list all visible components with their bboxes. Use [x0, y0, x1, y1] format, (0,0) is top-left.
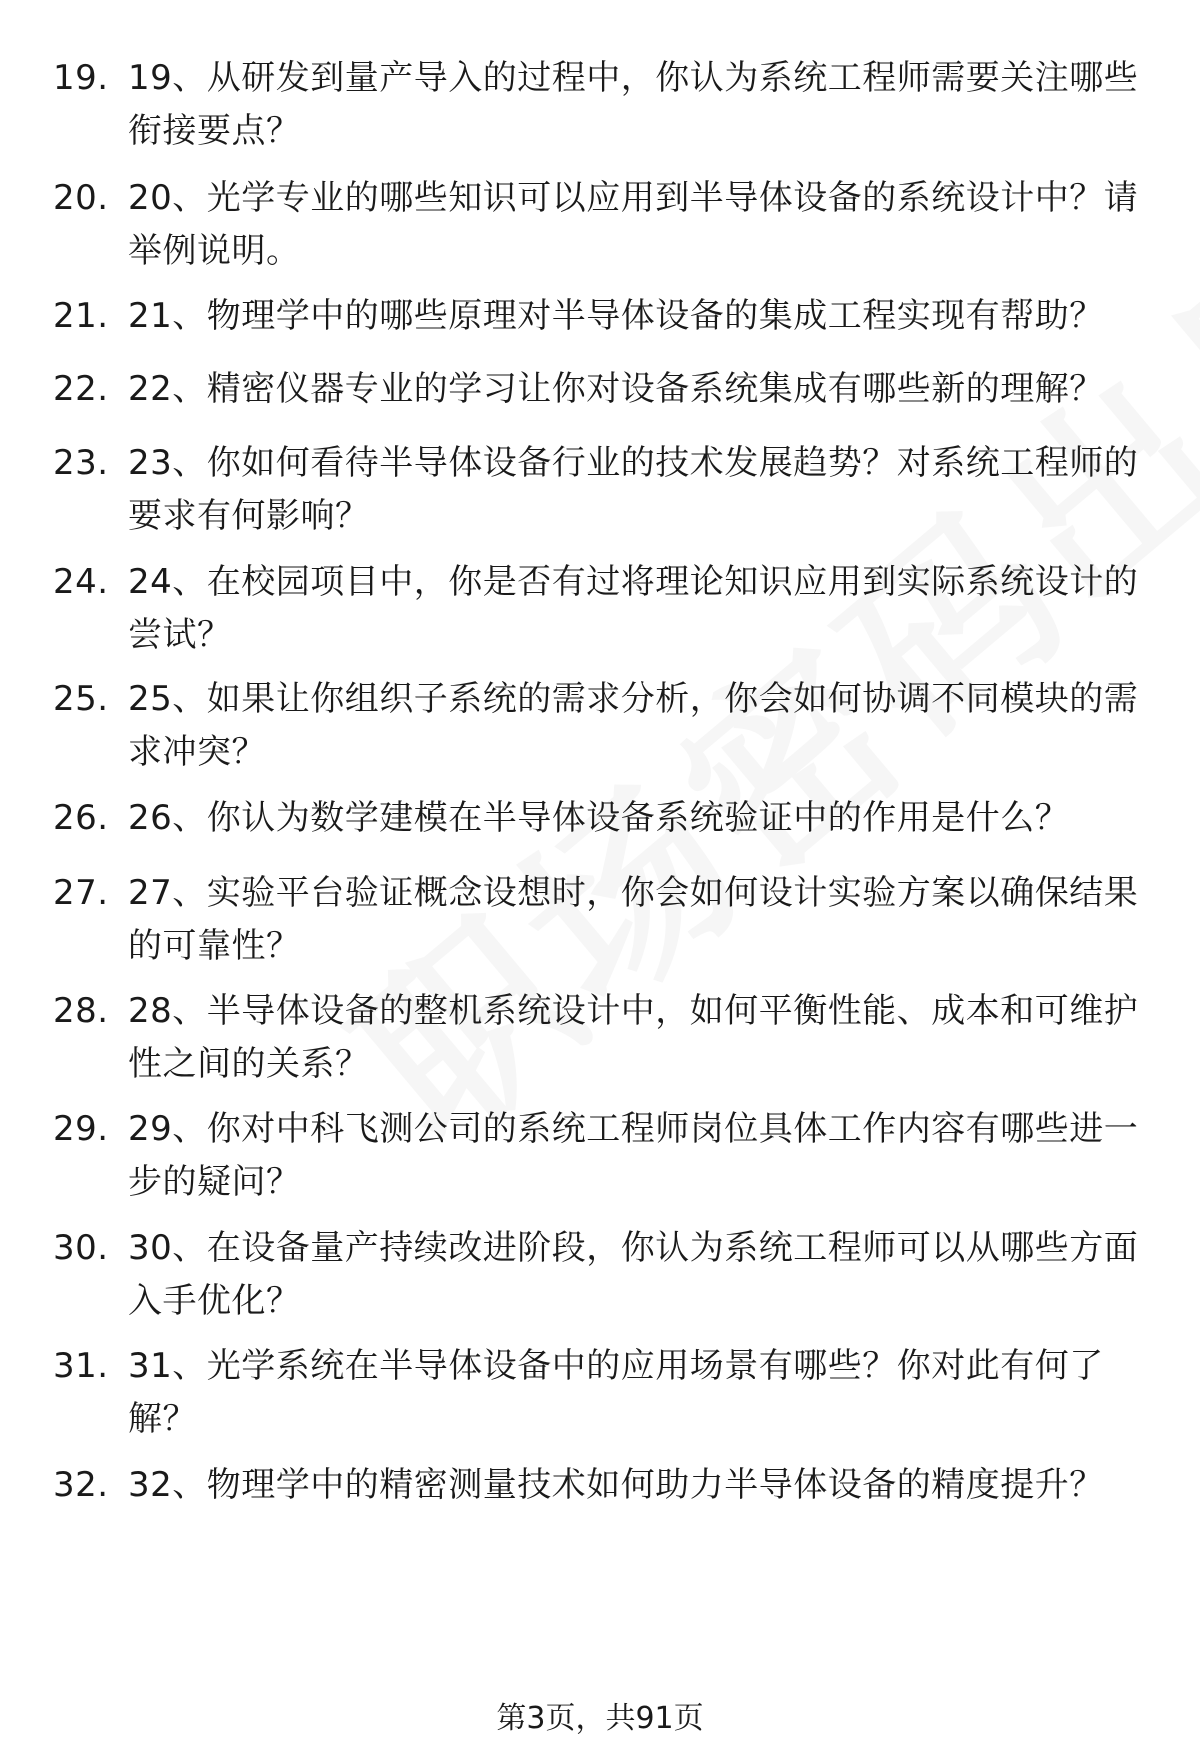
item-text: 29、你对中科飞测公司的系统工程师岗位具体工作内容有哪些进一步的疑问？ — [128, 1109, 1139, 1202]
item-text: 20、光学专业的哪些知识可以应用到半导体设备的系统设计中？请举例说明。 — [128, 178, 1139, 271]
item-text: 21、物理学中的哪些原理对半导体设备的集成工程实现有帮助？ — [128, 296, 1104, 336]
item-number: 28. — [53, 991, 109, 1031]
item-number: 22. — [53, 369, 109, 409]
item-text: 28、半导体设备的整机系统设计中，如何平衡性能、成本和可维护性之间的关系？ — [128, 991, 1139, 1084]
item-number: 24. — [53, 562, 109, 602]
item-number: 26. — [53, 798, 109, 838]
item-text: 25、如果让你组织子系统的需求分析，你会如何协调不同模块的需求冲突？ — [128, 679, 1139, 772]
item-number: 29. — [53, 1109, 109, 1149]
item-number: 25. — [53, 679, 109, 719]
item-text: 31、光学系统在半导体设备中的应用场景有哪些？你对此有何了解？ — [128, 1346, 1104, 1439]
item-number: 31. — [53, 1346, 109, 1386]
item-text: 19、从研发到量产导入的过程中，你认为系统工程师需要关注哪些衔接要点？ — [128, 58, 1139, 151]
page-footer: 第3页，共91页 — [496, 1701, 704, 1736]
item-number: 30. — [53, 1228, 109, 1268]
item-number: 21. — [53, 296, 109, 336]
item-text: 27、实验平台验证概念设想时，你会如何设计实验方案以确保结果的可靠性？ — [128, 873, 1139, 966]
item-text: 32、物理学中的精密测量技术如何助力半导体设备的精度提升？ — [128, 1465, 1104, 1505]
item-text: 23、你如何看待半导体设备行业的技术发展趋势？对系统工程师的要求有何影响？ — [128, 443, 1139, 536]
item-text: 22、精密仪器专业的学习让你对设备系统集成有哪些新的理解？ — [128, 369, 1104, 409]
item-number: 19. — [53, 58, 109, 98]
item-text: 30、在设备量产持续改进阶段，你认为系统工程师可以从哪些方面入手优化？ — [128, 1228, 1139, 1321]
item-number: 32. — [53, 1465, 109, 1505]
item-number: 23. — [53, 443, 109, 483]
item-number: 27. — [53, 873, 109, 913]
item-text: 24、在校园项目中，你是否有过将理论知识应用到实际系统设计的尝试？ — [128, 562, 1139, 655]
item-text: 26、你认为数学建模在半导体设备系统验证中的作用是什么？ — [128, 798, 1070, 838]
item-number: 20. — [53, 178, 109, 218]
